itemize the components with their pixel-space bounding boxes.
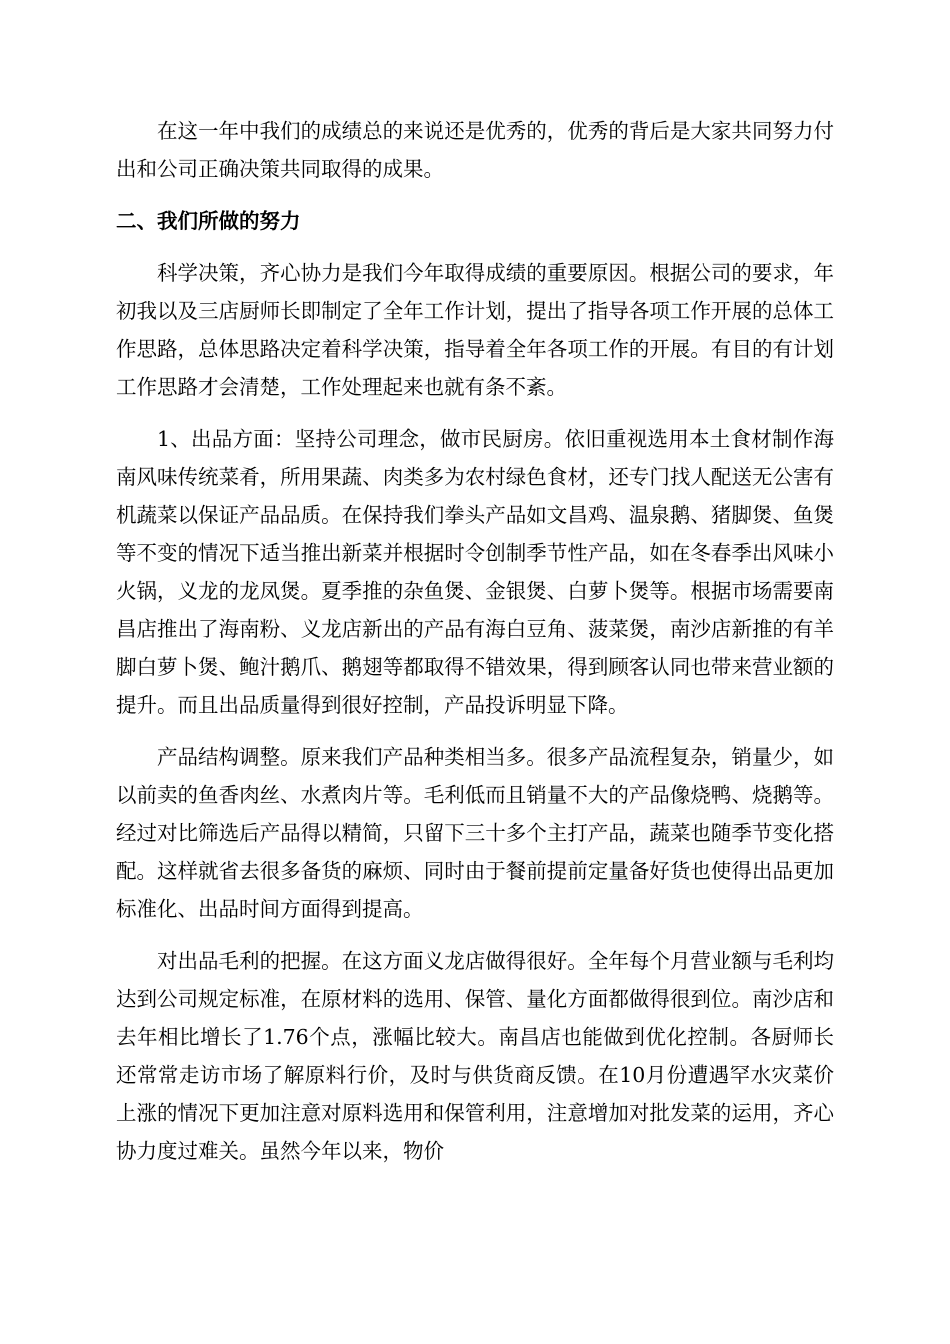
paragraph-gross-margin: 对出品毛利的把握。在这方面义龙店做得很好。全年每个月营业额与毛利均达到公司规定标准，在原材料的选用、保管、量化方面都做得很到位。南沙店和去年相比增长了1.76个点，涨幅比较大。南昌店也能做到优化控制。各厨师长还常常走访市场了解原料行价，及时与供货商反馈。在10月份遭遇罕水灾菜价上涨的情况下更加注意对原料选用和保管利用，注意增加对批发菜的运用，齐心协力度过难关。虽然今年以来，物价 — [116, 949, 834, 1163]
document-page — [116, 112, 834, 1170]
paragraph-decision-making: 科学决策，齐心协力是我们今年取得成绩的重要原因。根据公司的要求，年初我以及三店厨师长即制定了全年工作计划，提出了指导各项工作开展的总体工作思路，总体思路决定着科学决策，指导着全年各项工作的开展。有目的有计划工作思路才会清楚，工作处理起来也就有条不紊。 — [116, 261, 834, 399]
paragraph-product-output: 1、出品方面：坚持公司理念，做市民厨房。依旧重视选用本土食材制作海南风味传统菜肴，所用果蔬、肉类多为农村绿色食材，还专门找人配送无公害有机蔬菜以保证产品品质。在保持我们拳头产品如文昌鸡、温泉鹅、猪脚煲、鱼煲等不变的情况下适当推出新菜并根据时令创制季节性产品，如在冬春季出风味小火锅，义龙的龙凤煲。夏季推的杂鱼煲、金银煲、白萝卜煲等。根据市场需要南昌店推出了海南粉、义龙店新出的产品有海白豆角、菠菜煲，南沙店新推的有羊脚白萝卜煲、鲍汁鹅爪、鹅翅等都取得不错效果，得到顾客认同也带来营业额的提升。而且出品质量得到很好控制，产品投诉明显下降。 — [116, 427, 834, 717]
paragraph-summary: 在这一年中我们的成绩总的来说还是优秀的，优秀的背后是大家共同努力付出和公司正确决策共同取得的成果。 — [116, 119, 834, 181]
section-heading-efforts: 二、我们所做的努力 — [116, 209, 301, 233]
paragraph-product-structure: 产品结构调整。原来我们产品种类相当多。很多产品流程复杂，销量少，如以前卖的鱼香肉丝、水煮肉片等。毛利低而且销量不大的产品像烧鸭、烧鹅等。经过对比筛选后产品得以精简，只留下三十多个主打产品，蔬菜也随季节变化搭配。这样就省去很多备货的麻烦、同时由于餐前提前定量备好货也使得出品更加标准化、出品时间方面得到提高。 — [116, 745, 834, 921]
